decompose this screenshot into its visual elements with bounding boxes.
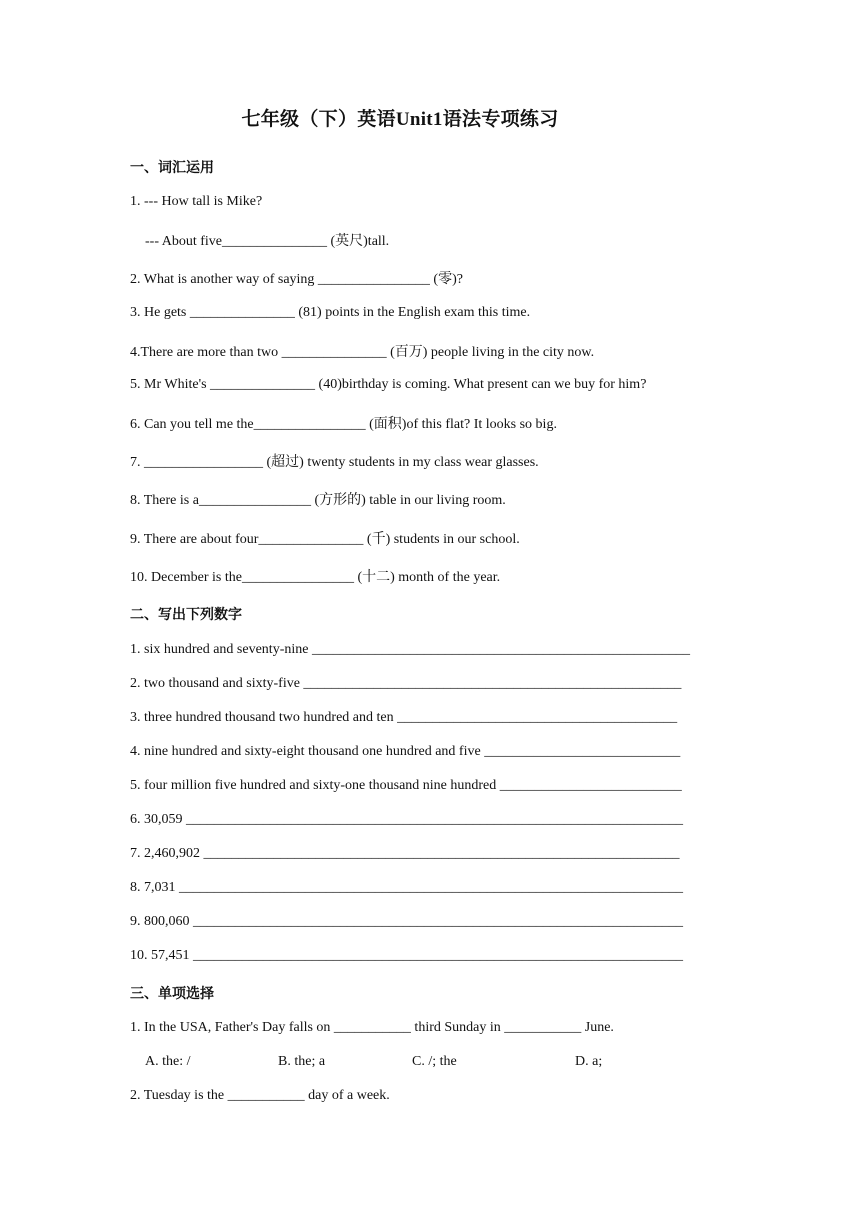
vocab-item-7: 7. _________________ (超过) twenty students in my class wear glasses. (130, 455, 539, 470)
vocab-item-3: 3. He gets _______________ (81) points in the English exam this time. (130, 305, 531, 320)
vocab-item-9: 9. There are about four_______________ (千) students in our school. (130, 532, 520, 547)
number-item-2: 2. two thousand and sixty-five ______________________________________________________ (130, 676, 682, 691)
number-item-6: 6. 30,059 _______________________________________________________________________ (130, 812, 683, 827)
section-3-heading: 三、单项选择 (130, 987, 214, 1002)
number-item-4: 4. nine hundred and sixty-eight thousand one hundred and five ____________________________ (130, 744, 681, 759)
vocab-item-8: 8. There is a________________ (方形的) table in our living room. (130, 493, 506, 508)
vocab-item-2: 2. What is another way of saying ________________ (零)? (130, 272, 463, 287)
vocab-item-4: 4.There are more than two _______________ (百万) people living in the city now. (130, 345, 595, 360)
choice-question-1: 1. In the USA, Father's Day falls on ___________ third Sunday in ___________ June. (130, 1020, 614, 1035)
vocab-item-6: 6. Can you tell me the________________ (面积)of this flat? It looks so big. (130, 417, 557, 432)
number-item-7: 7. 2,460,902 ____________________________________________________________________ (130, 846, 680, 861)
number-item-5: 5. four million five hundred and sixty-one thousand nine hundred __________________________ (130, 778, 682, 793)
vocab-item-5: 5. Mr White's _______________ (40)birthday is coming. What present can we buy for him? (130, 377, 647, 392)
choice-option-c: C. /; the (412, 1054, 457, 1069)
vocab-item-10: 10. December is the________________ (十二) month of the year. (130, 570, 501, 585)
section-1-heading: 一、词汇运用 (130, 161, 214, 176)
choice-option-d: D. a; (575, 1054, 603, 1069)
choice-question-2: 2. Tuesday is the ___________ day of a week. (130, 1088, 390, 1103)
page-title: 七年级（下）英语Unit1语法专项练习 (241, 109, 559, 130)
number-item-3: 3. three hundred thousand two hundred and ten ________________________________________ (130, 710, 678, 725)
vocab-item-1: 1. --- How tall is Mike? (130, 194, 263, 209)
number-item-8: 8. 7,031 ________________________________________________________________________ (130, 880, 683, 895)
number-item-1: 1. six hundred and seventy-nine ______________________________________________________ (130, 642, 690, 657)
choice-option-b: B. the; a (278, 1054, 326, 1069)
number-item-10: 10. 57,451 ______________________________________________________________________ (130, 948, 683, 963)
section-2-heading: 二、写出下列数字 (130, 608, 242, 623)
vocab-item-1-answer: --- About five_______________ (英尺)tall. (145, 234, 390, 249)
choice-option-a: A. the: / (145, 1054, 191, 1069)
number-item-9: 9. 800,060 ______________________________________________________________________ (130, 914, 683, 929)
